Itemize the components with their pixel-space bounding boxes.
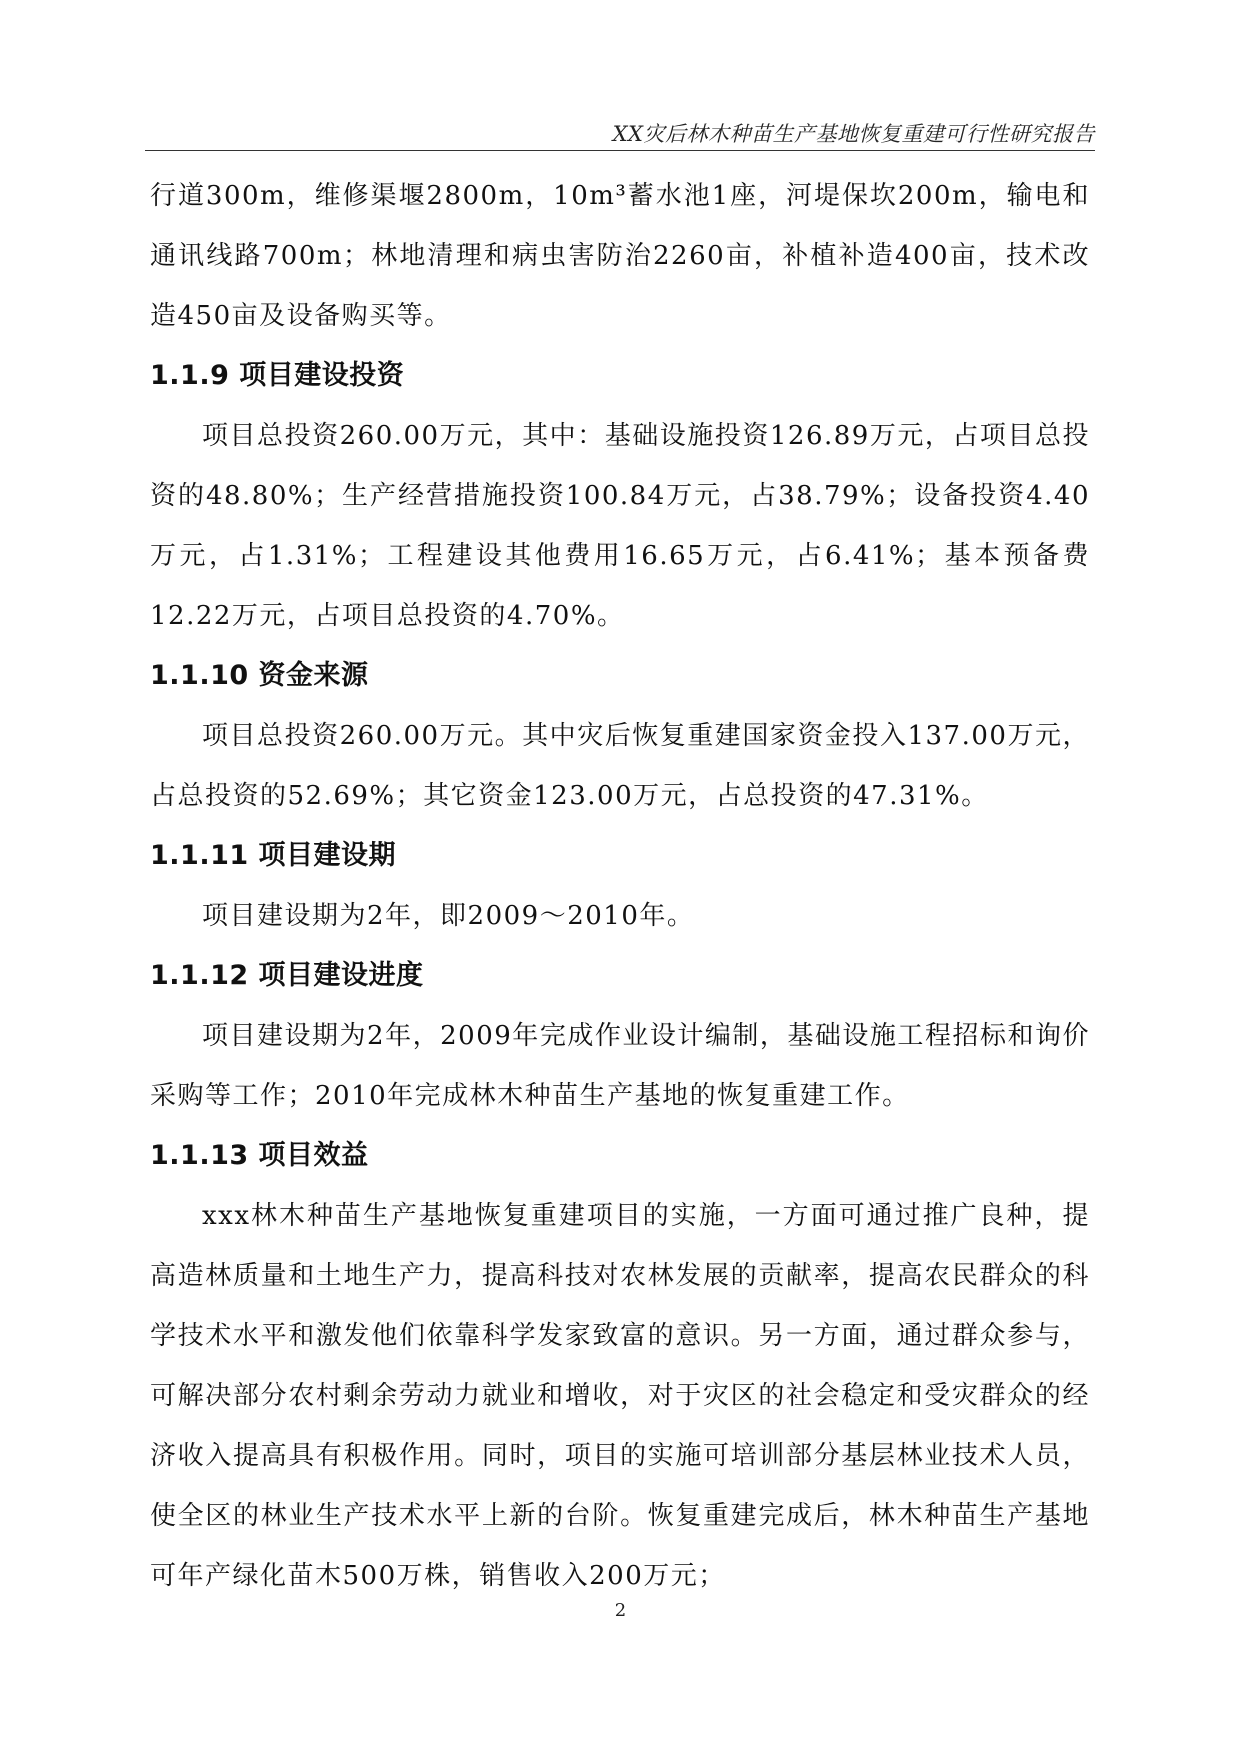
paragraph-funding-source: 项目总投资260.00万元。其中灾后恢复重建国家资金投入137.00万元，占总投资的52.69%；其它资金123.00万元，占总投资的47.31%。	[150, 721, 1090, 811]
paragraph-construction-scope: 行道300m，维修渠堰2800m，10m³蓄水池1座，河堤保坎200m，输电和通讯线路700m；林地清理和病虫害防治2260亩，补植补造400亩，技术改造450亩及设备购买等。	[150, 181, 1090, 331]
heading-funding-source: 1.1.10 资金来源	[150, 660, 369, 691]
heading-benefits: 1.1.13 项目效益	[150, 1140, 369, 1171]
heading-construction-schedule: 1.1.12 项目建设进度	[150, 960, 424, 991]
paragraph-construction-schedule: 项目建设期为2年，2009年完成作业设计编制，基础设施工程招标和询价采购等工作；2010年完成林木种苗生产基地的恢复重建工作。	[150, 1021, 1090, 1111]
heading-construction-period: 1.1.11 项目建设期	[150, 840, 397, 871]
header-rule	[145, 150, 1095, 151]
paragraph-benefits: xxx林木种苗生产基地恢复重建项目的实施，一方面可通过推广良种，提高造林质量和土地生产力，提高科技对农林发展的贡献率，提高农民群众的科学技术水平和激发他们依靠科学发家致富的意识。另一方面，通过群众参与，可解决部分农村剩余劳动力就业和增收，对于灾区的社会稳定和受灾群众的经济收入提高具有积极作用。同时，项目的实施可培训部分基层林业技术人员，使全区的林业生产技术水平上新的台阶。恢复重建完成后，林木种苗生产基地可年产绿化苗木500万株，销售收入200万元；	[150, 1201, 1090, 1591]
paragraph-investment: 项目总投资260.00万元，其中：基础设施投资126.89万元，占项目总投资的48.80%；生产经营措施投资100.84万元，占38.79%；设备投资4.40万元，占1.31%；工程建设其他费用16.65万元，占6.41%；基本预备费12.22万元，占项目总投资的4.70%。	[150, 421, 1090, 631]
page-content	[150, 166, 1090, 1606]
page-number: 2	[614, 1600, 627, 1621]
paragraph-construction-period: 项目建设期为2年，即2009～2010年。	[202, 901, 695, 931]
running-header: XX灾后林木种苗生产基地恢复重建可行性研究报告	[612, 122, 1095, 146]
heading-investment: 1.1.9 项目建设投资	[150, 360, 405, 391]
